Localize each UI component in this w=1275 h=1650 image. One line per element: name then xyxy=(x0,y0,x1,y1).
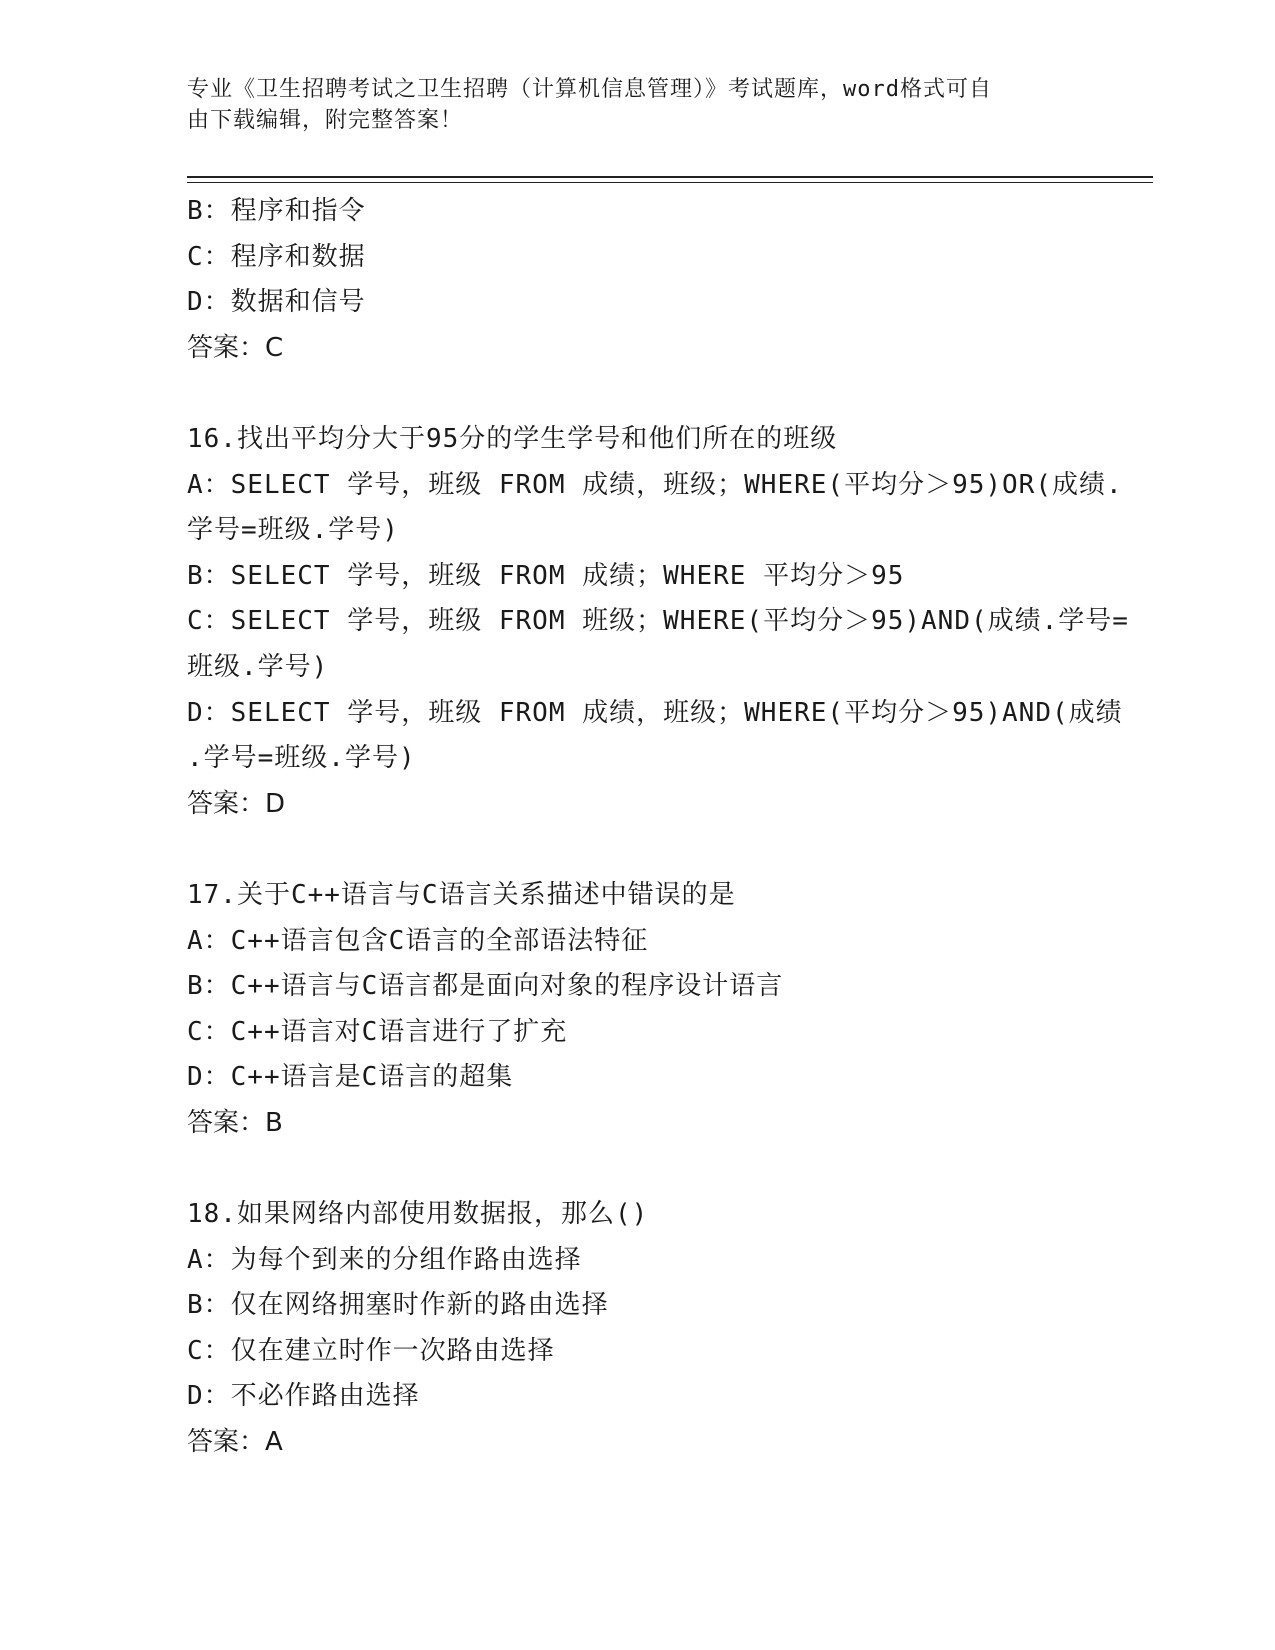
question-16-block xyxy=(187,417,1129,827)
option-a-continued: 学号=班级.学号) xyxy=(187,515,399,546)
option-d-continued: .学号=班级.学号) xyxy=(187,743,416,774)
option-c: C：程序和数据 xyxy=(187,241,366,272)
previous-question-block xyxy=(187,189,1087,371)
header-line-1: 专业《卫生招聘考试之卫生招聘（计算机信息管理）》考试题库，word格式可自 xyxy=(187,77,992,102)
spacer xyxy=(187,827,1087,873)
option-c-continued: 班级.学号) xyxy=(187,651,329,682)
option-b: B：仅在网络拥塞时作新的路由选择 xyxy=(187,1290,609,1321)
option-a: A：C++语言包含C语言的全部语法特征 xyxy=(187,925,649,956)
question-stem: 16.找出平均分大于95分的学生学号和他们所在的班级 xyxy=(187,423,838,454)
spacer xyxy=(187,371,1087,417)
option-d: D：数据和信号 xyxy=(187,287,366,318)
option-d: D：不必作路由选择 xyxy=(187,1381,420,1412)
option-a: A：SELECT 学号，班级 FROM 成绩，班级；WHERE(平均分＞95)OR(成绩. xyxy=(187,469,1123,500)
option-c: C：C++语言对C语言进行了扩充 xyxy=(187,1016,568,1047)
option-a: A：为每个到来的分组作路由选择 xyxy=(187,1244,582,1275)
answer-line: 答案：B xyxy=(187,1107,283,1138)
spacer xyxy=(187,1146,1087,1192)
option-d: D：C++语言是C语言的超集 xyxy=(187,1062,514,1093)
question-stem: 17.关于C++语言与C语言关系描述中错误的是 xyxy=(187,879,736,910)
header-divider-thin xyxy=(187,182,1153,183)
header-line-2: 由下载编辑，附完整答案！ xyxy=(187,108,464,133)
option-c: C：仅在建立时作一次路由选择 xyxy=(187,1335,555,1366)
question-stem: 18.如果网络内部使用数据报，那么() xyxy=(187,1199,649,1230)
question-17-block xyxy=(187,873,1087,1147)
answer-line: 答案：C xyxy=(187,332,284,363)
option-c: C：SELECT 学号，班级 FROM 班级；WHERE(平均分＞95)AND(成绩.学号= xyxy=(187,606,1129,637)
answer-line: 答案：A xyxy=(187,1427,283,1458)
question-18-block xyxy=(187,1192,1087,1466)
option-b: B：SELECT 学号，班级 FROM 成绩；WHERE 平均分＞95 xyxy=(187,560,905,591)
header-divider-thick xyxy=(187,176,1153,178)
option-b: B：C++语言与C语言都是面向对象的程序设计语言 xyxy=(187,971,784,1002)
question-content xyxy=(187,189,1129,1466)
document-header xyxy=(187,74,1067,136)
option-d: D：SELECT 学号，班级 FROM 成绩，班级；WHERE(平均分＞95)AND(成绩 xyxy=(187,697,1123,728)
answer-line: 答案：D xyxy=(187,788,286,819)
option-b: B：程序和指令 xyxy=(187,196,366,226)
